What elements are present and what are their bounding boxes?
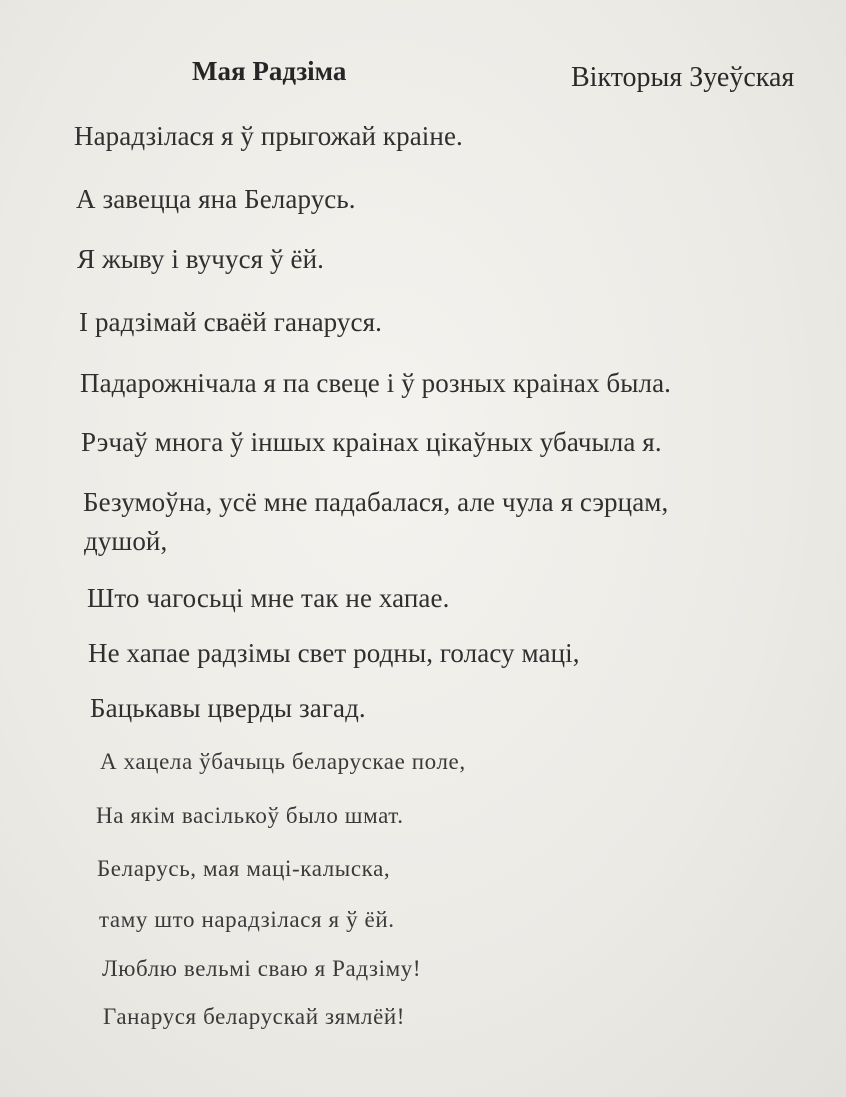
- poem-line-6: Рэчаў многа ў іншых краінах цікаўных убачыла я.: [81, 427, 662, 457]
- poem-line-4: І радзімай сваёй ганаруся.: [79, 307, 382, 337]
- poem-line-13: На якім васількоў было шмат.: [96, 803, 404, 828]
- poem-line-3: Я жыву і вучуся ў ёй.: [77, 244, 324, 274]
- poem-line-1: Нарадзілася я ў прыгожай краіне.: [74, 121, 463, 151]
- poem-line-7: Безумоўна, усё мне падабалася, але чула я сэрцам,: [83, 487, 669, 517]
- poem-author: Вікторыя Зуеўская: [571, 62, 795, 93]
- poem-line-11: Бацькавы цверды загад.: [90, 693, 366, 723]
- poem-line-8: душой,: [84, 526, 168, 556]
- poem-line-9: Што чагосьці мне так не хапае.: [87, 583, 450, 613]
- poem-line-15: таму што нарадзілася я ў ёй.: [99, 907, 395, 932]
- poem-title: Мая Радзіма: [192, 56, 347, 86]
- poem-line-12: А хацела ўбачыць беларускае поле,: [100, 749, 466, 774]
- poem-line-16: Люблю вельмі сваю я Радзіму!: [102, 956, 422, 981]
- poem-line-2: А завецца яна Беларусь.: [76, 184, 356, 214]
- poem-line-10: Не хапае радзімы свет родны, голасу маці,: [88, 638, 580, 668]
- poem-line-17: Ганаруся беларускай зямлёй!: [103, 1004, 406, 1029]
- poem-line-14: Беларусь, мая маці-калыска,: [97, 856, 391, 881]
- poem-line-5: Падарожнічала я па свеце і ў розных краінах была.: [80, 368, 672, 398]
